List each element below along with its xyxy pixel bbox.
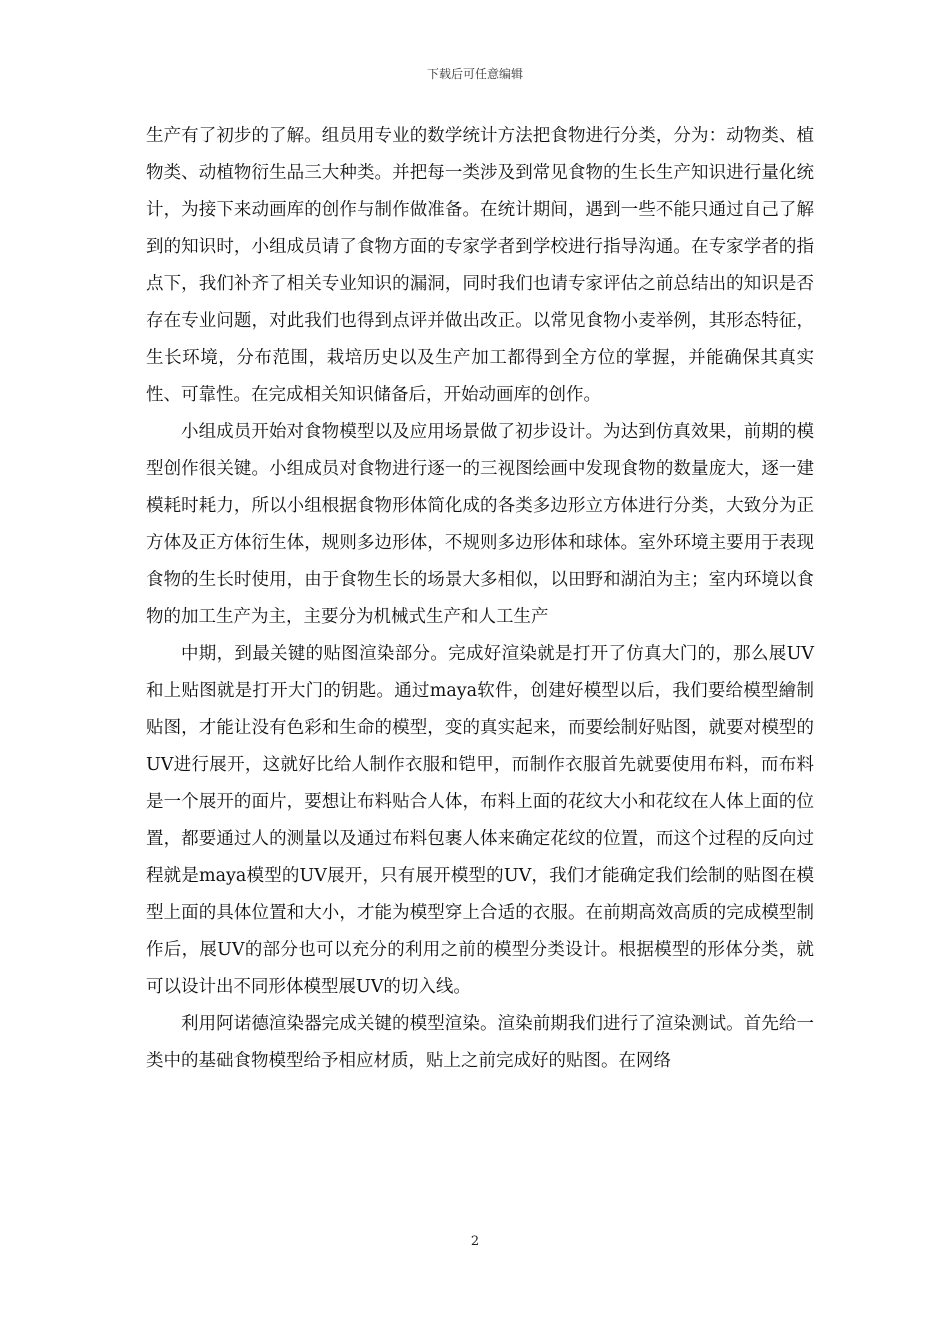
- paragraph-3: 中期，到最关键的贴图渲染部分。完成好渲染就是打开了仿真大门的，那么展UV和上贴图就是打开大门的钥匙。通过maya软件，创建好模型以后，我们要给模型繪制贴图，才能让没有色彩和生命的模型，变的真实起来，而要绘制好贴图，就要对模型的UV进行展开，这就好比给人制作衣服和铠甲，而制作衣服首先就要使用布料，而布料是一个展开的面片，要想让布料贴合人体，布料上面的花纹大小和花纹在人体上面的位置，都要通过人的测量以及通过布料包裹人体来确定花纹的位置，而这个过程的反向过程就是maya模型的UV展开，只有展开模型的UV，我们才能确定我们绘制的贴图在模型上面的具体位置和大小，才能为模型穿上合适的衣服。在前期高效高质的完成模型制作后，展UV的部分也可以充分的利用之前的模型分类设计。根据模型的形体分类，就可以设计出不同形体模型展UV的切入线。: [146, 644, 814, 997]
- paragraph-1: 生产有了初步的了解。组员用专业的数学统计方法把食物进行分类，分为：动物类、植物类、动植物衍生品三大种类。并把每一类涉及到常见食物的生长生产知识进行量化统计，为接下来动画库的创作与制作做准备。在统计期间，遇到一些不能只通过自己了解到的知识时，小组成员请了食物方面的专家学者到学校进行指导沟通。在专家学者的指点下，我们补齐了相关专业知识的漏洞，同时我们也请专家评估之前总结出的知识是否存在专业问题，对此我们也得到点评并做出改正。以常见食物小麦举例，其形态特征，生长环境，分布范围，栽培历史以及生产加工都得到全方位的掌握，并能确保其真实性、可靠性。在完成相关知识储备后，开始动画库的创作。: [146, 126, 814, 405]
- page-header: 下载后可任意编辑: [426, 67, 523, 81]
- paragraph-2: 小组成员开始对食物模型以及应用场景做了初步设计。为达到仿真效果，前期的模型创作很关键。小组成员对食物进行逐一的三视图绘画中发现食物的数量庞大，逐一建模耗时耗力，所以小组根据食物形体简化成的各类多边形立方体进行分类，大致分为正方体及正方体衍生体，规则多边形体，不规则多边形体和球体。室外环境主要用于表现食物的生长时使用，由于食物生长的场景大多相似，以田野和湖泊为主；室内环境以食物的加工生产为主，主要分为机械式生产和人工生产: [146, 422, 814, 627]
- page-number: 2: [470, 1234, 480, 1249]
- body-text: [146, 118, 814, 1080]
- paragraph-4: 利用阿诺德渲染器完成关键的模型渲染。渲染前期我们进行了渲染测试。首先给一类中的基础食物模型给予相应材质，贴上之前完成好的贴图。在网络: [146, 1014, 814, 1071]
